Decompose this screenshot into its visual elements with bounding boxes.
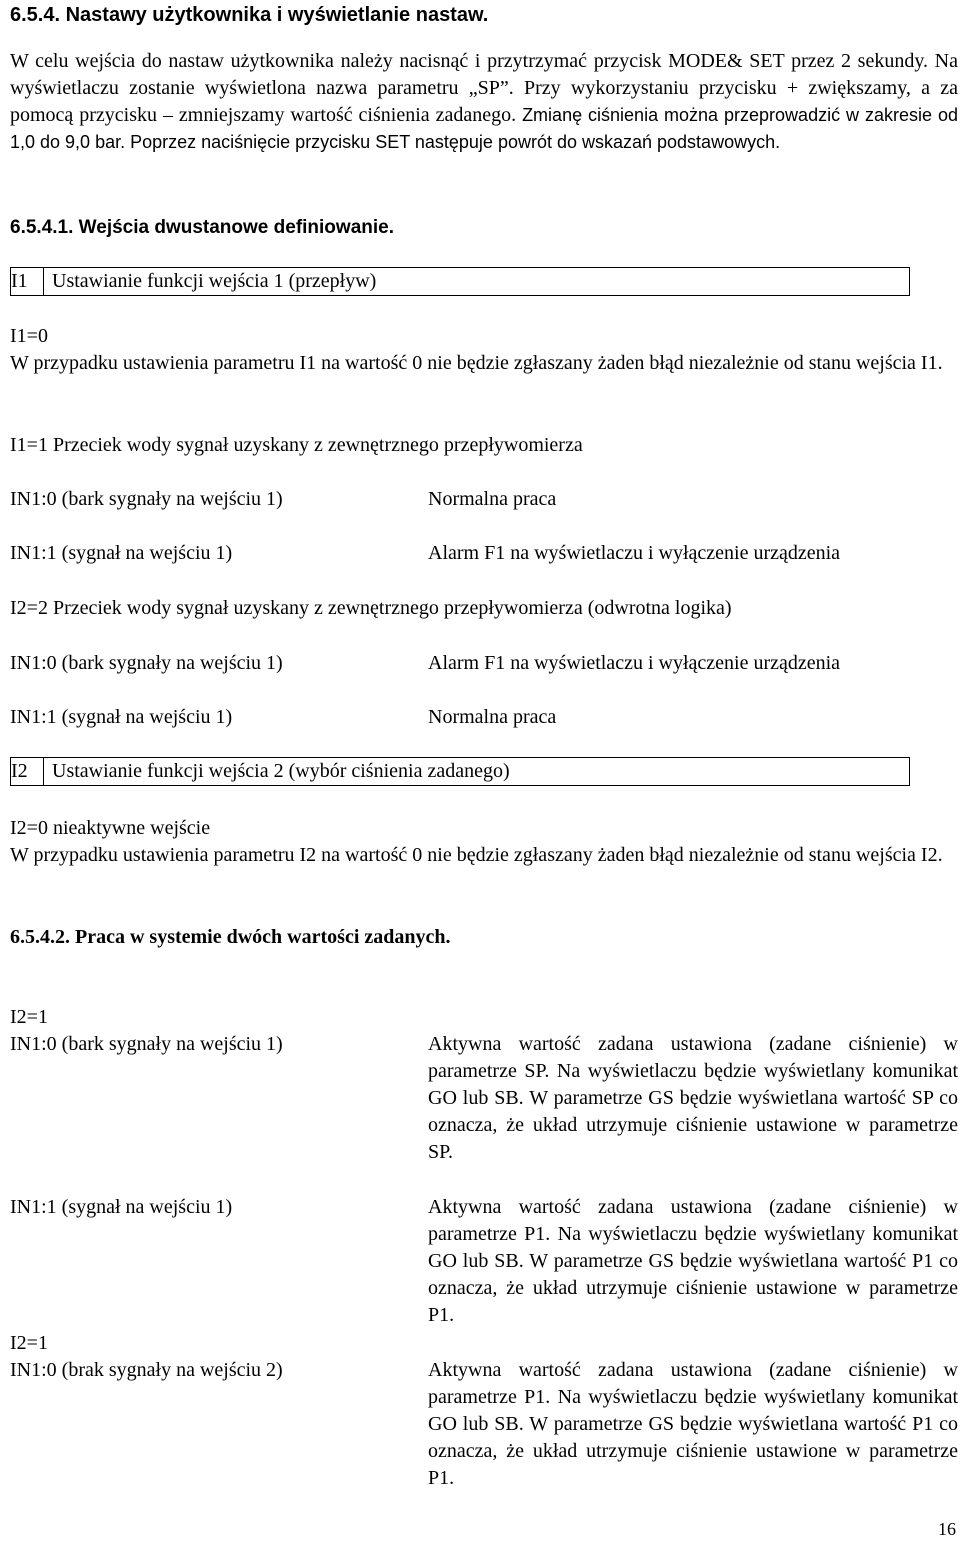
subsection-title-2: 6.5.4.2. Praca w systemie dwóch wartości zadanych. xyxy=(10,926,451,948)
param-box-i1 xyxy=(10,267,910,296)
i2-2-input-0: IN1:0 (bark sygnały na wejściu 1) xyxy=(10,652,283,674)
i1-1-heading: I1=1 Przeciek wody sygnał uzyskany z zewnętrznego przepływomierza xyxy=(10,434,583,456)
dual-block1-heading: I2=1 xyxy=(10,1006,48,1028)
i1-1-result-1: Alarm F1 na wyświetlaczu i wyłączenie urządzenia xyxy=(428,542,841,564)
i2-2-result-0: Alarm F1 na wyświetlaczu i wyłączenie urządzenia xyxy=(428,652,841,674)
dual-block2-heading: I2=1 xyxy=(10,1332,48,1354)
i2-0-text: W przypadku ustawienia parametru I2 na wartość 0 nie będzie zgłaszany żaden błąd niezależnie od stanu wejścia I2. xyxy=(10,844,943,866)
i1-1-input-1: IN1:1 (sygnał na wejściu 1) xyxy=(10,542,233,564)
i2-2-result-1: Normalna praca xyxy=(428,706,557,728)
param-code-text: I1 xyxy=(11,270,28,292)
page-number: 16 xyxy=(938,1519,956,1539)
intro-text-sans: Zmianę ciśnienia można przeprowadzić w zakresie od 1,0 do 9,0 bar. Poprzez naciśnięcie przycisku SET następuje powrót do wskazań podstawowych. xyxy=(10,105,958,152)
dual-block2-input-0: IN1:0 (brak sygnały na wejściu 2) xyxy=(10,1359,283,1381)
param-code xyxy=(11,268,44,295)
param-desc: Ustawianie funkcji wejścia 2 (wybór ciśnienia zadanego) xyxy=(52,760,510,782)
dual-block1-input-0: IN1:0 (bark sygnały na wejściu 1) xyxy=(10,1033,283,1055)
dual-block1-result-0: Aktywna wartość zadana ustawiona (zadane ciśnienie) w parametrze SP. Na wyświetlaczu będzie wyświetlany komunikat GO lub SB. W parametrze GS będzie wyświetlana wartość SP co oznacza, że układ utrzymuje ciśnienie ustawione w parametrze SP. xyxy=(428,1033,958,1163)
intro-paragraph xyxy=(10,48,958,156)
i1-1-result-0: Normalna praca xyxy=(428,488,557,510)
dual-block1-result-1: Aktywna wartość zadana ustawiona (zadane ciśnienie) w parametrze P1. Na wyświetlaczu będzie wyświetlany komunikat GO lub SB. W parametrze GS będzie wyświetlana wartość P1 co oznacza, że układ utrzymuje ciśnienie ustawione w parametrze P1. xyxy=(428,1196,958,1326)
dual-block2-result-0: Aktywna wartość zadana ustawiona (zadane ciśnienie) w parametrze P1. Na wyświetlaczu będzie wyświetlany komunikat GO lub SB. W parametrze GS będzie wyświetlana wartość P1 co oznacza, że układ utrzymuje ciśnienie ustawione w parametrze P1. xyxy=(428,1359,958,1489)
section-title: 6.5.4. Nastawy użytkownika i wyświetlanie nastaw. xyxy=(10,4,489,26)
param-code-text: I2 xyxy=(11,760,28,782)
param-box-i2 xyxy=(10,757,910,786)
param-desc: Ustawianie funkcji wejścia 1 (przepływ) xyxy=(52,270,377,292)
i1-1-input-0: IN1:0 (bark sygnały na wejściu 1) xyxy=(10,488,283,510)
dual-block1-input-1: IN1:1 (sygnał na wejściu 1) xyxy=(10,1196,233,1218)
i2-0-heading: I2=0 nieaktywne wejście xyxy=(10,817,211,839)
intro-text: W celu wejścia do nastaw użytkownika należy nacisnąć i przytrzymać przycisk MODE& SET przez 2 sekundy. Na wyświetlaczu zostanie wyświetlona nazwa parametru „SP”. Przy wykorzystaniu przycisku + zwiększamy, a za pomocą przycisku – zmniejszamy wartość ciśnienia zadanego. xyxy=(10,50,958,126)
param-code xyxy=(11,758,44,785)
i1-0-heading: I1=0 xyxy=(10,325,48,347)
i1-0-text: W przypadku ustawienia parametru I1 na wartość 0 nie będzie zgłaszany żaden błąd niezależnie od stanu wejścia I1. xyxy=(10,352,943,374)
i2-2-input-1: IN1:1 (sygnał na wejściu 1) xyxy=(10,706,233,728)
i2-2-heading: I2=2 Przeciek wody sygnał uzyskany z zewnętrznego przepływomierza (odwrotna logika) xyxy=(10,597,732,619)
subsection-title-1: 6.5.4.1. Wejścia dwustanowe definiowanie. xyxy=(10,217,394,238)
